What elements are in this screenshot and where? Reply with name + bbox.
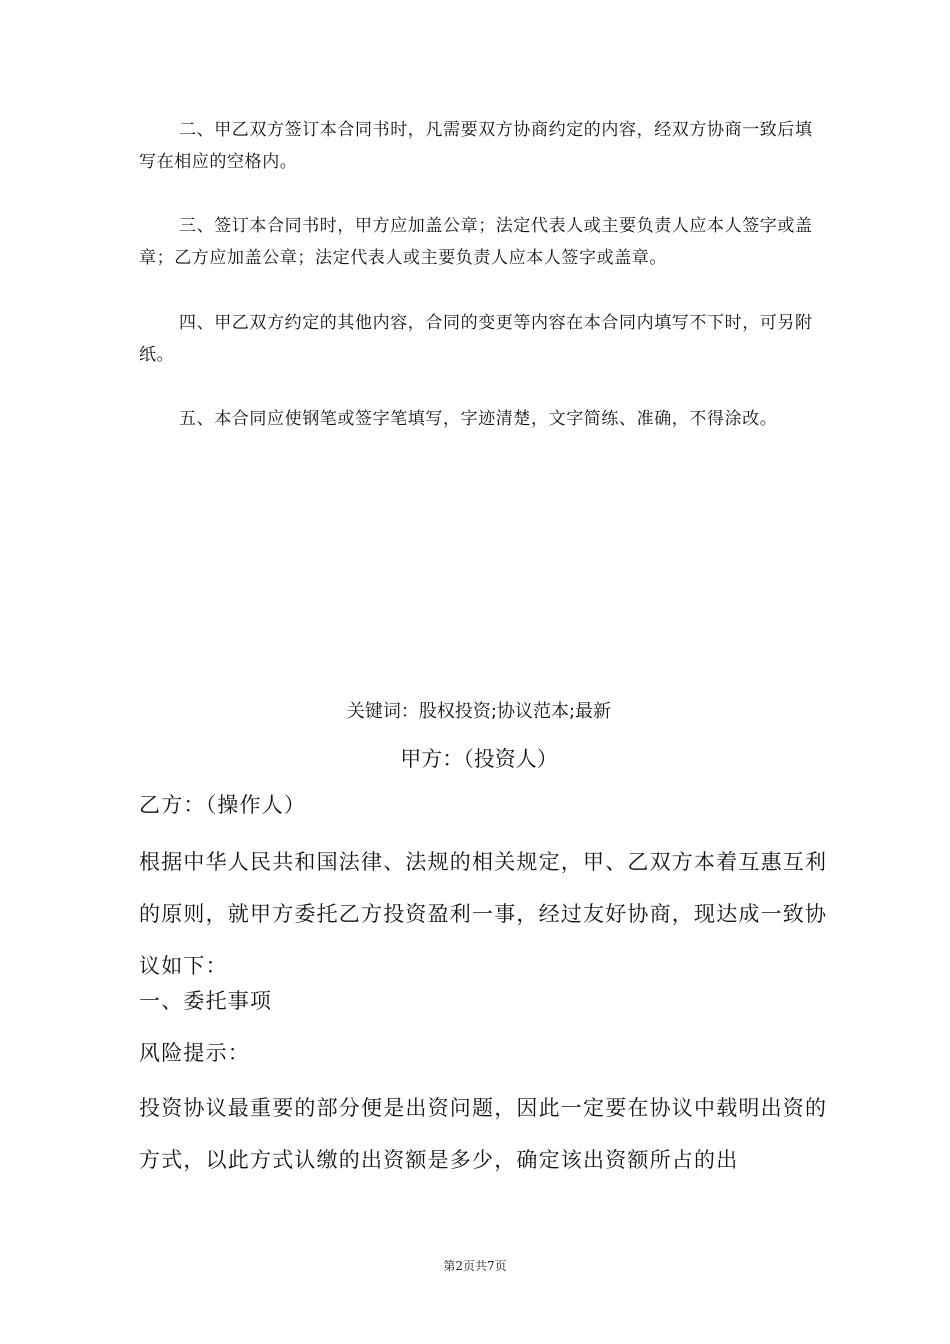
party-a-line: 甲方：（投资人） <box>400 747 558 771</box>
instruction-item-5: 五、本合同应使钢笔或签字笔填写，字迹清楚，文字简练、准确，不得涂改。 <box>179 409 778 429</box>
risk-warning-text: 投资协议最重要的部分便是出资问题，因此一定要在协议中载明出资的方式，以此方式认缴的出资额是多少，确定该出资额所占的出 <box>139 1096 828 1172</box>
instruction-item-2: 二、甲乙双方签订本合同书时，凡需要双方协商约定的内容，经双方协商一致后填写在相应的空格内。 <box>139 120 813 172</box>
instruction-item-3: 三、签订本合同书时，甲方应加盖公章；法定代表人或主要负责人应本人签字或盖章；乙方应加盖公章；法定代表人或主要负责人应本人签字或盖章。 <box>139 216 813 268</box>
risk-warning-label: 风险提示： <box>139 1041 250 1065</box>
instruction-item-4: 四、甲乙双方约定的其他内容，合同的变更等内容在本合同内填写不下时，可另附纸。 <box>139 313 813 365</box>
page-footer: 第2页共7页 <box>443 1259 507 1273</box>
party-b-line: 乙方：（操作人） <box>139 793 307 817</box>
section-heading-entrustment: 一、委托事项 <box>139 989 273 1013</box>
keywords-line: 关键词：股权投资;协议范本;最新 <box>346 701 612 722</box>
intro-paragraph: 根据中华人民共和国法律、法规的相关规定，甲、乙双方本着互惠互利的原则，就甲方委托乙方投资盈利一事，经过友好协商，现达成一致协议如下： <box>139 850 828 978</box>
